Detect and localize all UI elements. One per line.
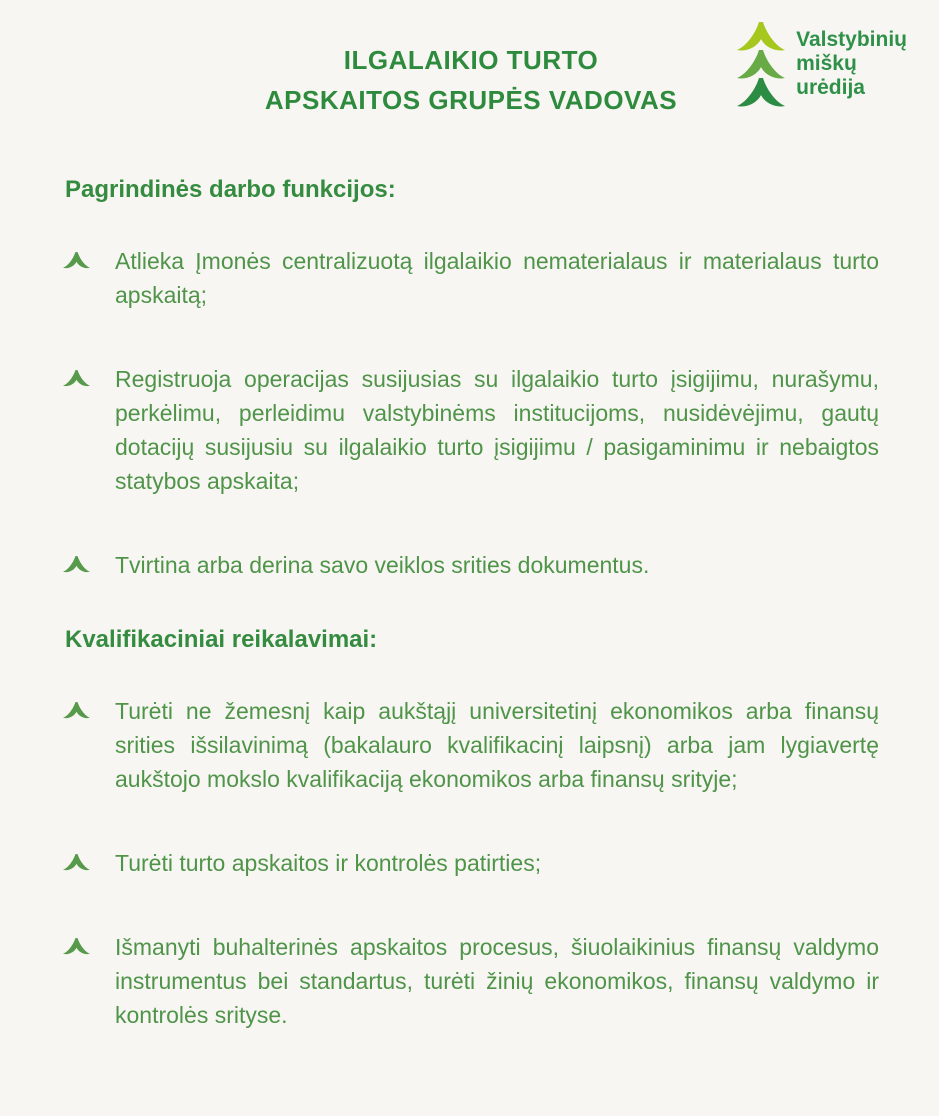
logo-text-line-3: urėdija xyxy=(796,76,865,99)
tree-branch-bullet-icon xyxy=(63,369,90,387)
tree-branch-bullet-icon xyxy=(63,701,90,719)
title-line-1: ILGALAIKIO TURTO xyxy=(343,45,599,75)
tree-branch-bullet-icon xyxy=(63,853,90,871)
list-item-text: Turėti ne žemesnį kaip aukštąjį universitetinį ekonomikos arba finansų srities išsilavinimą (bakalauro kvalifikacinį laipsnį) arba jam lygiavertę aukštojo mokslo kvalifikaciją ekonomikos arba finansų srityje; xyxy=(115,698,879,792)
list-item-text: Išmanyti buhalterinės apskaitos procesus, šiuolaikinius finansų valdymo instrumentus bei standartus, turėti žinių ekonomikos, finansų valdymo ir kontrolės srityse. xyxy=(115,934,879,1028)
company-logo xyxy=(734,20,907,108)
list-item-text: Tvirtina arba derina savo veiklos srities dokumentus. xyxy=(115,552,650,578)
list-item xyxy=(63,244,879,312)
list-item xyxy=(63,694,879,796)
title-line-2: APSKAITOS GRUPĖS VADOVAS xyxy=(264,85,678,115)
list-item xyxy=(63,548,879,582)
section-functions xyxy=(63,176,879,582)
section-qualifications xyxy=(63,626,879,1032)
tree-branch-bullet-icon xyxy=(63,251,90,269)
list-item xyxy=(63,362,879,498)
header xyxy=(63,28,907,142)
section-heading-functions: Pagrindinės darbo funkcijos: xyxy=(65,176,396,203)
logo-text xyxy=(796,28,907,100)
tree-branch-bullet-icon xyxy=(63,555,90,573)
list-item xyxy=(63,846,879,880)
qualifications-list xyxy=(63,694,879,1032)
tree-branch-bullet-icon xyxy=(63,937,90,955)
logo-text-line-2: miškų xyxy=(796,52,857,75)
list-item xyxy=(63,930,879,1032)
list-item-text: Turėti turto apskaitos ir kontrolės patirties; xyxy=(115,850,542,876)
list-item-text: Registruoja operacijas susijusias su ilgalaikio turto įsigijimu, nurašymu, perkėlimu, perleidimu valstybinėms institucijoms, nusidėvėjimu, gautų dotacijų susijusiu su ilgalaikio turto įsigijimu / pasigaminimu ir nebaigtos statybos apskaita; xyxy=(115,366,879,494)
functions-list xyxy=(63,244,879,582)
list-item-text: Atlieka Įmonės centralizuotą ilgalaikio nematerialaus ir materialaus turto apskaitą; xyxy=(115,248,879,308)
logo-text-line-1: Valstybinių xyxy=(796,28,907,51)
tree-logo-icon xyxy=(734,20,788,108)
section-heading-qualifications: Kvalifikaciniai reikalavimai: xyxy=(65,626,378,653)
